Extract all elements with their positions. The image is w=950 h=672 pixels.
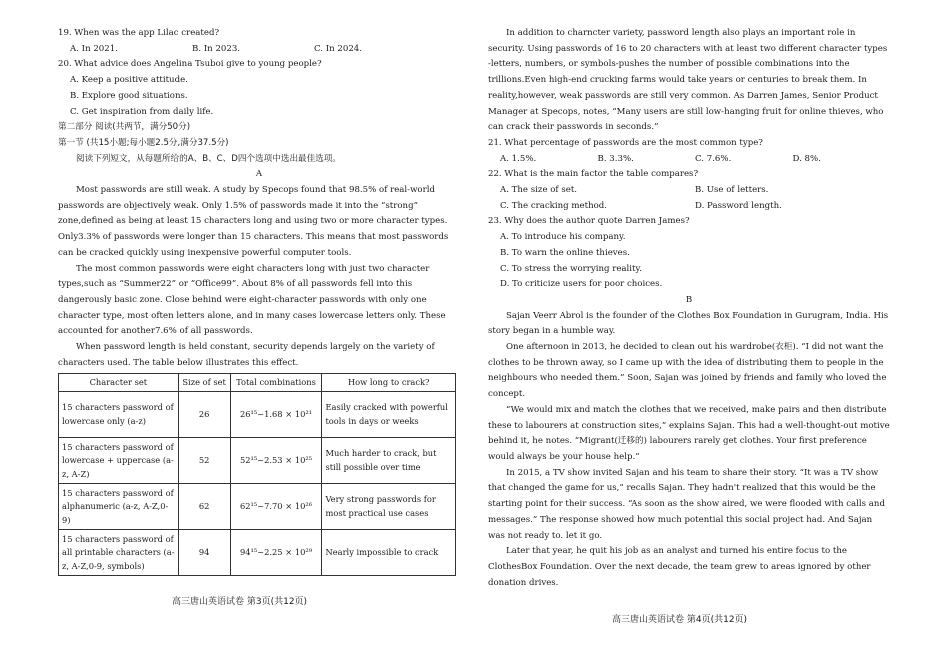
question-21-stem: 21. What percentage of passwords are the most common type? — [488, 137, 763, 148]
table-cell-size: 62 — [178, 484, 230, 530]
table-row — [59, 484, 456, 530]
question-20-option-b: B. Explore good situations. — [70, 90, 188, 101]
question-22-option-b: B. Use of letters. — [695, 185, 769, 196]
question-20-option-c: C. Get inspiration from daily life. — [70, 106, 214, 117]
password-table — [58, 373, 456, 576]
table-row — [59, 530, 456, 576]
passage-b-paragraph: Later that year, he quit his job as an analyst and turned his entire focus to the ClothesBox Foundation. Over the next decade, the team grew to areas ignored by other donation drives. — [488, 546, 871, 588]
question-19-option-a: A. In 2021. — [70, 43, 118, 54]
table-row — [59, 392, 456, 438]
table-cell-combinations: 62¹⁵~7.70 × 10²⁶ — [230, 484, 322, 530]
question-22-option-d: D. Password length. — [695, 200, 782, 211]
reading-instruction: 阅读下列短文，从每题所给的A、B、C、D四个选项中选出最佳选项。 — [76, 153, 342, 164]
table-cell-crack: Very strong passwords for most practical use cases — [322, 484, 456, 530]
table-cell-set: 15 characters password of lowercase + uppercase (a-z, A-Z) — [59, 438, 179, 484]
section1-heading: 第一节 (共15小题;每小题2.5分,满分37.5分) — [58, 137, 229, 148]
question-21-option-d: D. 8%. — [792, 153, 821, 164]
question-23-option-d: D. To criticize users for poor choices. — [500, 279, 663, 290]
question-20-option-a: A. Keep a positive attitude. — [70, 75, 188, 86]
table-cell-set: 15 characters password of lowercase only (a-z) — [59, 392, 179, 438]
table-header-character-set: Character set — [59, 374, 179, 392]
part2-heading: 第二部分 阅读(共两节，满分50分) — [58, 122, 191, 133]
question-23-stem: 23. Why does the author quote Darren James? — [488, 216, 690, 227]
table-cell-crack: Easily cracked with powerful tools in days or weeks — [322, 392, 456, 438]
question-21-option-b: B. 3.3%. — [597, 153, 634, 164]
table-cell-size: 26 — [178, 392, 230, 438]
question-20-stem: 20. What advice does Angelina Tsuboi give to young people? — [58, 59, 322, 70]
passage-b-label: B — [685, 294, 693, 305]
table-cell-combinations: 52¹⁵~2.53 × 10²⁵ — [230, 438, 322, 484]
question-23-option-b: B. To warn the online thieves. — [500, 247, 630, 258]
table-header-combinations: Total combinations — [230, 374, 322, 392]
passage-a-paragraph: When password length is held constant, security depends largely on the variety of characters used. The table below illustrates this effect. — [58, 342, 435, 368]
right-column — [488, 26, 890, 591]
table-cell-combinations: 94¹⁵~2.25 × 10²⁹ — [230, 530, 322, 576]
question-22-options-row2 — [488, 199, 890, 215]
question-22-stem: 22. What is the main factor the table compares? — [488, 169, 699, 180]
passage-b-paragraph: Sajan Veerr Abrol is the founder of the Clothes Box Foundation in Gurugram, India. His story began in a humble way. — [488, 310, 889, 337]
table-header-size: Size of set — [178, 374, 230, 392]
question-23-option-c: C. To stress the worrying reality. — [500, 263, 642, 274]
passage-b-paragraph: “We would mix and match the clothes that we received, make pairs and then distribute these to labourers at construction sites,” explains Sajan. This had a well-thought-out motive behind it, he notes. “Migrant(迁移的) labourers rarely get clothes. Your first preference would always be your house help.” — [488, 404, 890, 462]
page-footer-right: 高三唐山英语试卷 第4页(共12页) — [612, 615, 748, 625]
passage-a-paragraph: The most common passwords were eight characters long with just two character types,such as “Summer22” or “Office99”. About 8% of all passwords fell into this dangerously basic zone. Close behind were eight-character passwords with only one character type, most often letters alone, and in many cases lowercase letters only. These accounted for another7.6% of all passwords. — [58, 263, 446, 337]
question-21-option-c: C. 7.6%. — [695, 153, 732, 164]
question-22-options-row1 — [488, 183, 890, 199]
left-column — [58, 26, 460, 576]
question-19-stem: 19. When was the app Lilac created? — [58, 28, 220, 38]
question-19-option-c: C. In 2024. — [314, 43, 362, 54]
page-footer-left: 高三唐山英语试卷 第3页(共12页) — [172, 597, 308, 607]
question-22-option-c: C. The cracking method. — [500, 200, 608, 211]
table-cell-combinations: 26¹⁵~1.68 × 10²¹ — [230, 392, 322, 438]
question-21-option-a: A. 1.5%. — [500, 153, 537, 164]
table-row — [59, 438, 456, 484]
table-cell-size: 94 — [178, 530, 230, 576]
passage-b-paragraph: One afternoon in 2013, he decided to clean out his wardrobe(衣柜). “I did not want the clothes to be thrown away, so I came up with the idea of distributing them to people in the neighbours who needed them.” Soon, Sajan was joined by friends and family who loved the concept. — [488, 342, 887, 400]
question-21-options — [488, 152, 890, 168]
table-header-crack-time: How long to crack? — [322, 374, 456, 392]
passage-a-label: A — [255, 169, 263, 180]
passage-b-paragraph: In 2015, a TV show invited Sajan and his team to share their story. “It was a TV show that changed the game for us,” recalls Sajan. They hadn't realized that this would be the starting point for their success. “As soon as the show aired, we were flooded with calls and messages.” The response showed how much potential this social project had. And Sajan was not ready to. let it go. — [488, 467, 885, 541]
table-cell-size: 52 — [178, 438, 230, 484]
passage-a-paragraph: In addition to charncter variety, password length also plays an important role in security. Using passwords of 16 to 20 characters with at least two different character types -letters, numbers, or symbols-pushes the number of possible combinations into the trillions.Even high-end crucking farms would take years or centuries to break them. In reality,however, weak passwords are still very common. As Darren James, Senior Product Manager at Specops, notes, “Many users are still low-hanging fruit for online thieves, who can crack their passwords in seconds.” — [488, 28, 888, 133]
question-23-option-a: A. To introduce his company. — [500, 232, 626, 243]
table-cell-crack: Much harder to crack, but still possible over time — [322, 438, 456, 484]
question-19-option-b: B. In 2023. — [192, 43, 241, 54]
table-header-row — [59, 374, 456, 392]
table-cell-crack: Nearly impossible to crack — [322, 530, 456, 576]
table-cell-set: 15 characters password of alphanumeric (a-z, A-Z,0-9) — [59, 484, 179, 530]
passage-a-paragraph: Most passwords are still weak. A study by Specops found that 98.5% of real-world passwords are objectively weak. Only 1.5% of passwords made it into the “strong” zone,defined as being at least 15 characters long and using two or more character types. Only3.3% of passwords were longer than 15 characters. This means that most passwords can be cracked quickly using inexpensive powerful computer tools. — [58, 185, 449, 258]
table-cell-set: 15 characters password of all printable characters (a-z, A-Z,0-9, symbols) — [59, 530, 179, 576]
question-19-options — [58, 42, 460, 58]
question-22-option-a: A. The size of set. — [500, 185, 578, 196]
